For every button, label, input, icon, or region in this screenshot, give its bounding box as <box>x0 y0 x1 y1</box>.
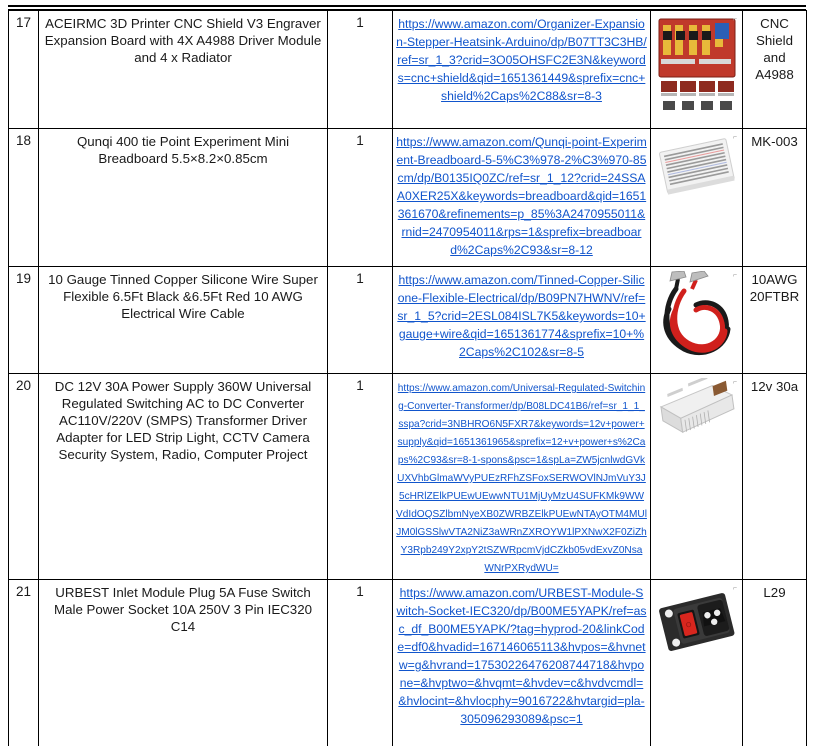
product-link[interactable]: https://www.amazon.com/Organizer-Expansion-Stepper-Heatsink-Arduino/dp/B07TT3C3HB/ref=sr_1_3?crid=3O05OHSFC2E3N&keywords=cnc+shield&qid=1651361449&sprefix=cnc+shield%2Caps%2C88&sr=8-3 <box>396 17 647 103</box>
image-anchor-marker: ⌐ <box>732 272 737 279</box>
row-link-cell[interactable] <box>393 129 651 267</box>
table-row[interactable] <box>9 11 807 129</box>
row-part-number-cell: 12v 30a <box>743 374 807 580</box>
row-part-number-cell: CNC Shield and A4988 <box>743 11 807 129</box>
iec320-c14-inlet-module-fuse-switch-photo-icon <box>655 584 739 662</box>
row-quantity-cell: 1 <box>328 580 393 748</box>
image-wrapper <box>654 271 739 361</box>
page-bottom-edge <box>0 746 814 750</box>
row-link-cell[interactable] <box>393 267 651 374</box>
row-quantity-cell: 1 <box>328 129 393 267</box>
row-image-cell <box>651 580 743 748</box>
row-index-cell: 20 <box>9 374 39 580</box>
switching-power-supply-photo-icon <box>654 378 740 446</box>
image-wrapper <box>654 584 739 662</box>
table-row[interactable] <box>9 374 807 580</box>
row-image-cell <box>651 374 743 580</box>
parts-table <box>8 10 807 748</box>
table-row[interactable] <box>9 580 807 748</box>
image-wrapper <box>654 378 739 446</box>
row-image-cell <box>651 129 743 267</box>
row-description-cell: Qunqi 400 tie Point Experiment Mini Breadboard 5.5×8.2×0.85cm <box>39 129 328 267</box>
image-wrapper <box>654 133 739 201</box>
image-anchor-marker: ⌐ <box>732 585 737 592</box>
red-black-silicone-wire-coil-photo-icon <box>656 271 738 361</box>
cnc-shield-a4988-drivers-photo-icon <box>655 15 739 115</box>
row-image-cell <box>651 267 743 374</box>
product-link[interactable]: https://www.amazon.com/URBEST-Module-Switch-Socket-IEC320/dp/B00ME5YAPK/ref=asc_df_B00ME5YAPK/?tag=hyprod-20&linkCode=df0&hvadid=167146065113&hvpos=&hvnetw=g&hvrand=17530226476208744718&hvpone=&hvptwo=&hvqmt=&hvdev=c&hvdvcmdl=&hvlocint=&hvlocphy=9016722&hvtargid=pla-305096293089&psc=1 <box>396 586 647 726</box>
table-row[interactable] <box>9 267 807 374</box>
row-image-cell <box>651 11 743 129</box>
row-link-cell[interactable] <box>393 374 651 580</box>
row-description-cell: ACEIRMC 3D Printer CNC Shield V3 Engraver Expansion Board with 4X A4988 Driver Module and 4 x Radiator <box>39 11 328 129</box>
image-anchor-marker: ⌐ <box>732 379 737 386</box>
mini-breadboard-photo-icon <box>657 133 737 201</box>
product-link[interactable]: https://www.amazon.com/Universal-Regulated-Switching-Converter-Transformer/dp/B08LDC41B6/ref=sr_1_1_sspa?crid=3NBHRO6N5FXR7&keywords=12v+power+supply&qid=1651361965&sprefix=12+v+power+s%2Caps%2C93&sr=8-1-spons&psc=1&spLa=ZW5jcnlwdGVkUXVhbGlmaWVyPUEzRFhZSFoxSERWOVlNJmVuY3J5cHRlZElkPUEwUEwwNTU1MjUyMzU4SUFKMk9WWVdIdOQSZlbmNyeXB0ZWRBZElkPUEwNTAyOTM4MUlJM0lGSSlwVTA2NiZ3aWRnZXROYW1lPXNwX2F0ZiZhY3Rpb249Y2xpY2tSZWRpcmVjdCZkb05vdExvZ0NsaWNrPXRydWU= <box>396 383 647 574</box>
table-top-rule <box>8 5 806 7</box>
row-quantity-cell: 1 <box>328 11 393 129</box>
row-index-cell: 18 <box>9 129 39 267</box>
row-quantity-cell: 1 <box>328 374 393 580</box>
row-index-cell: 21 <box>9 580 39 748</box>
row-description-cell: URBEST Inlet Module Plug 5A Fuse Switch Male Power Socket 10A 250V 3 Pin IEC320 C14 <box>39 580 328 748</box>
svg-text:O: O <box>684 621 692 630</box>
row-description-cell: DC 12V 30A Power Supply 360W Universal Regulated Switching AC to DC Converter AC110V/220V (SMPS) Transformer Driver Adapter for LED Strip Light, CCTV Camera Security System, Radio, Computer Project <box>39 374 328 580</box>
row-part-number-cell: 10AWG 20FTBR <box>743 267 807 374</box>
row-part-number-cell: L29 <box>743 580 807 748</box>
row-description-cell: 10 Gauge Tinned Copper Silicone Wire Super Flexible 6.5Ft Black &6.5Ft Red 10 AWG Electrical Wire Cable <box>39 267 328 374</box>
table-row[interactable] <box>9 129 807 267</box>
image-wrapper <box>654 15 739 115</box>
product-link[interactable]: https://www.amazon.com/Qunqi-point-Experiment-Breadboard-5-5%C3%978-2%C3%970-85cm/dp/B0135IQ0ZC/ref=sr_1_12?crid=24SSAA0XER25X&keywords=breadboard&qid=1651361670&refinements=p_85%3A2470955011&rnid=2470954011&rps=1&sprefix=breadboard%2Caps%2C93&sr=8-12 <box>396 135 647 257</box>
image-anchor-marker: ⌐ <box>732 16 737 23</box>
row-index-cell: 19 <box>9 267 39 374</box>
product-link[interactable]: https://www.amazon.com/Tinned-Copper-Silicone-Flexible-Electrical/dp/B09PN7HWNV/ref=sr_1_5?crid=2ESL084ISL7K5&keywords=10+gauge+wire&qid=1651361774&sprefix=10+%2Caps%2C102&sr=8-5 <box>397 273 646 359</box>
row-link-cell[interactable] <box>393 11 651 129</box>
row-quantity-cell: 1 <box>328 267 393 374</box>
row-link-cell[interactable] <box>393 580 651 748</box>
row-part-number-cell: MK-003 <box>743 129 807 267</box>
row-index-cell: 17 <box>9 11 39 129</box>
image-anchor-marker: ⌐ <box>732 134 737 141</box>
